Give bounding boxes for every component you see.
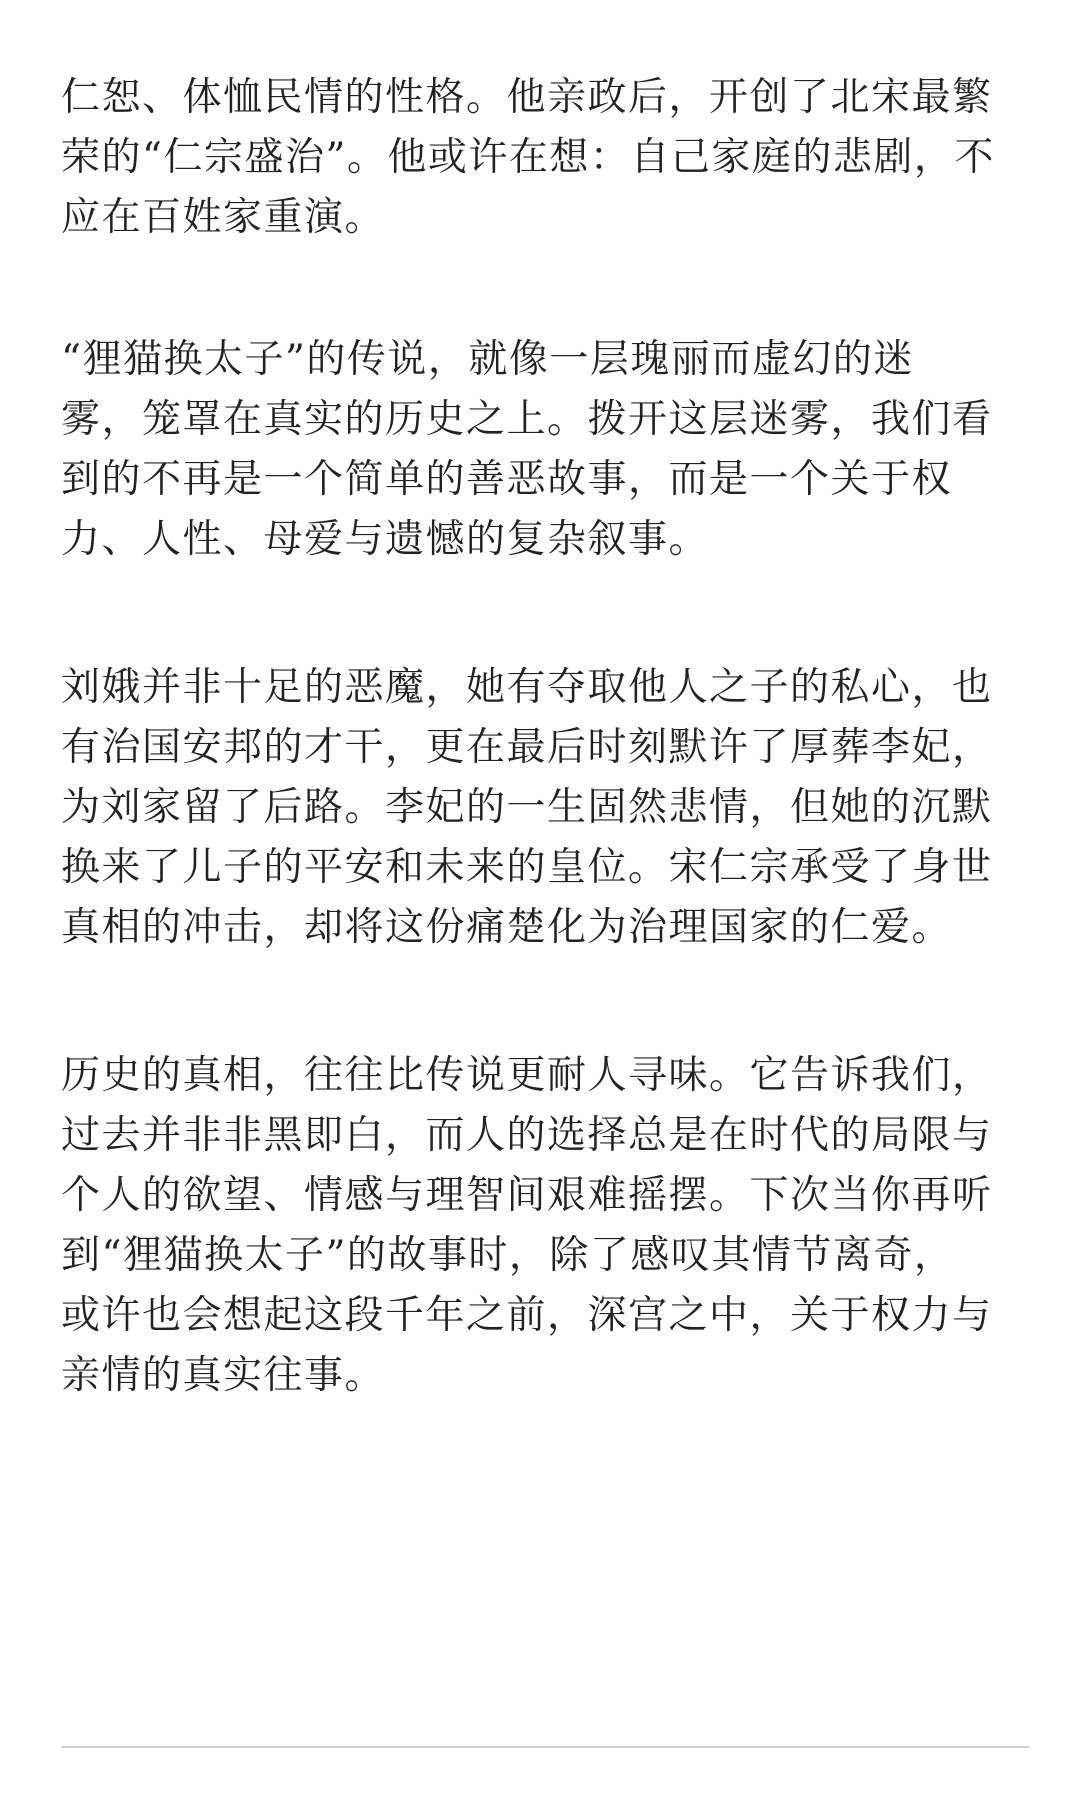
paragraph-line: 真相的冲击，却将这份痛楚化为治理国家的仁爱。 [61, 905, 953, 950]
paragraph-line: 亲情的真实往事。 [61, 1353, 386, 1398]
paragraph-line: 有治国安邦的才干，更在最后时刻默许了厚葬李妃， [61, 725, 993, 770]
paragraph-line: 为刘家留了后路。李妃的一生固然悲情，但她的沉默 [61, 785, 993, 830]
bottom-divider [61, 1746, 1029, 1748]
paragraph-line: 雾，笼罩在真实的历史之上。拨开这层迷雾，我们看 [61, 397, 993, 442]
paragraph-2 [61, 330, 993, 570]
paragraph-4 [61, 1046, 993, 1406]
paragraph-line: 应在百姓家重演。 [61, 195, 386, 240]
paragraph-line: 到“狸猫换太子”的故事时，除了感叹其情节离奇， [61, 1233, 955, 1278]
paragraph-3 [61, 658, 993, 958]
paragraph-line: 到的不再是一个简单的善恶故事，而是一个关于权 [61, 457, 953, 502]
paragraph-line: 刘娥并非十足的恶魔，她有夺取他人之子的私心，也 [61, 665, 993, 710]
paragraph-line: 仁恕、体恤民情的性格。他亲政后，开创了北宋最繁 [61, 75, 993, 120]
paragraph-1 [61, 68, 995, 248]
paragraph-line: 换来了儿子的平安和未来的皇位。宋仁宗承受了身世 [61, 845, 993, 890]
paragraph-line: 或许也会想起这段千年之前，深宫之中，关于权力与 [61, 1293, 993, 1338]
paragraph-line: 个人的欲望、情感与理智间艰难摇摆。下次当你再听 [61, 1173, 993, 1218]
paragraph-line: 荣的“仁宗盛治”。他或许在想：自己家庭的悲剧，不 [61, 135, 995, 180]
paragraph-line: 历史的真相，往往比传说更耐人寻味。它告诉我们， [61, 1053, 993, 1098]
paragraph-line: 过去并非非黑即白，而人的选择总是在时代的局限与 [61, 1113, 993, 1158]
paragraph-line: 力、人性、母爱与遗憾的复杂叙事。 [61, 517, 710, 562]
paragraph-line: “狸猫换太子”的传说，就像一层瑰丽而虚幻的迷 [61, 337, 914, 382]
